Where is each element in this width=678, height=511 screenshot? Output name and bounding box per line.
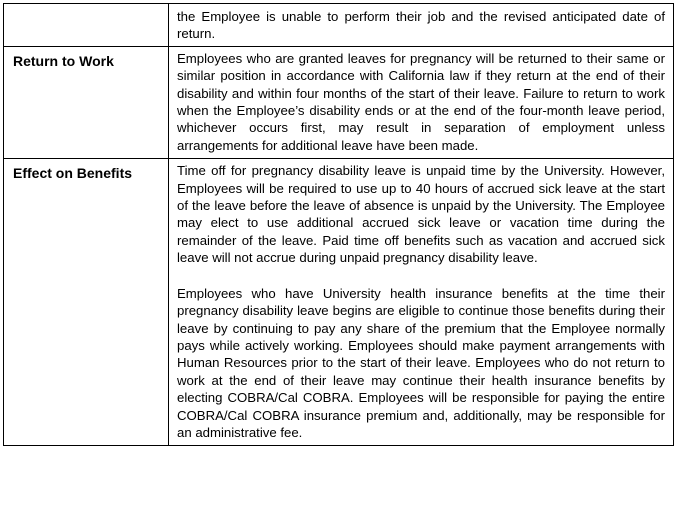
row-label-empty bbox=[4, 4, 169, 47]
row-body-effect-on-benefits bbox=[169, 159, 674, 446]
row-label-return-to-work: Return to Work bbox=[4, 46, 169, 158]
benefits-paragraph-health-insurance: Employees who have University health insurance benefits at the time their pregnancy disability leave begins are eligible to continue those benefits during their leave by continuing to pay any share of the premium that the Employee normally pays while actively working. Employees should make payment arrangements with Human Resources prior to the start of their leave. Employees who do not return to work at the end of their leave may continue their health insurance benefits by electing COBRA/Cal COBRA. Employees will be responsible for paying the entire COBRA/Cal COBRA insurance premium and, additionally, may be responsible for an administrative fee. bbox=[177, 285, 665, 440]
table-row-effect-on-benefits bbox=[4, 159, 674, 446]
continuation-paragraph: the Employee is unable to perform their job and the revised anticipated date of return. bbox=[177, 9, 665, 42]
benefits-paragraph-unpaid-time: Time off for pregnancy disability leave is unpaid time by the University. However, Employees will be required to use up to 40 hours of accrued sick leave at the start of the leave before the leave of absence is unpaid by the University. The Employee may elect to use additional accrued sick leave or vacation time during the remainder of the leave. Paid time off benefits such as vacation and accrued sick leave will not accrue during unpaid pregnancy disability leave. bbox=[177, 163, 665, 266]
return-to-work-paragraph: Employees who are granted leaves for pregnancy will be returned to their same or similar position in accordance with California law if they return at the end of their disability and within four months of the start of their leave. Failure to return to work when the Employee’s disability ends or at the end of the four-month leave period, whichever occurs first, may result in separation of employment unless arrangements for additional leave have been made. bbox=[177, 50, 665, 153]
row-body-continuation bbox=[169, 4, 674, 47]
table-row-return-to-work bbox=[4, 46, 674, 158]
table-row-continuation bbox=[4, 4, 674, 47]
policy-table bbox=[3, 3, 674, 446]
row-body-return-to-work bbox=[169, 46, 674, 158]
row-label-effect-on-benefits: Effect on Benefits bbox=[4, 159, 169, 446]
